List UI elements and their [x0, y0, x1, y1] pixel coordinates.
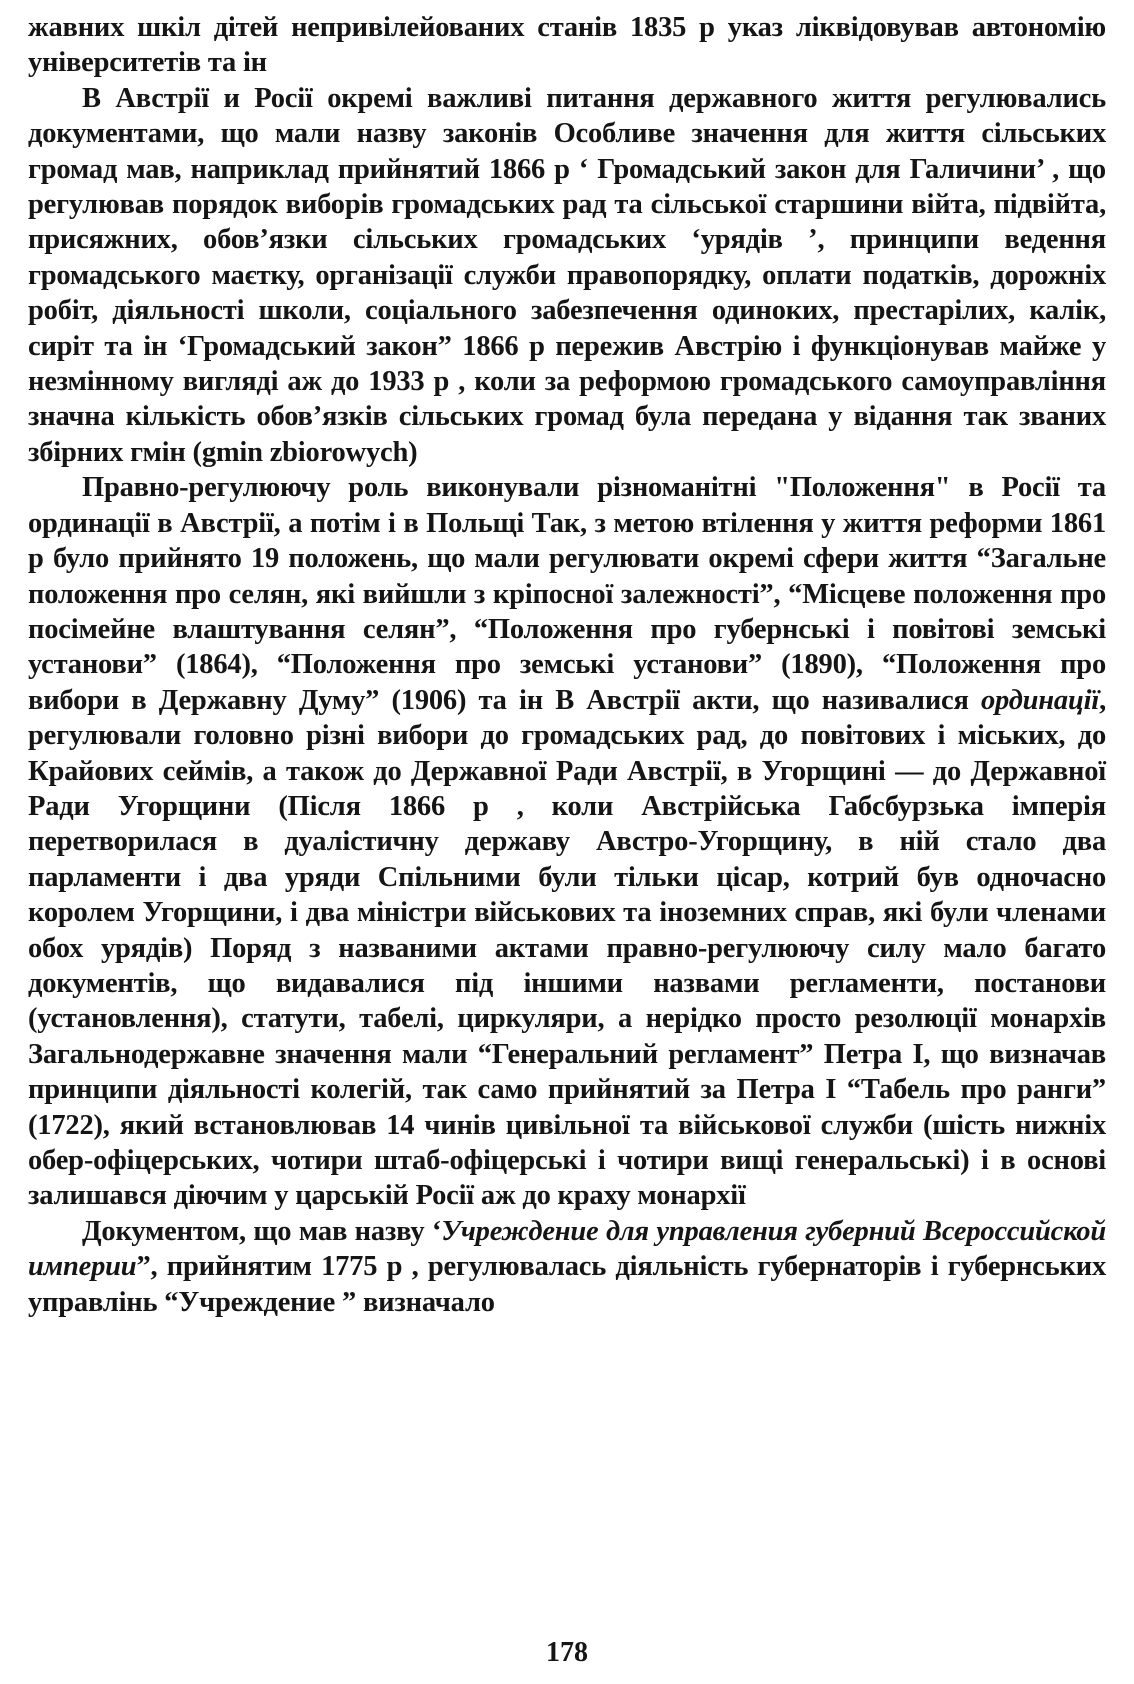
- text-run: ”, прийнятим 1775 р , регулювалась діяльність губернаторів і губернських управлінь “Учреждение ” визначало: [28, 1251, 1106, 1318]
- paragraph: [28, 81, 1106, 470]
- text-run: Правно-регулюючу роль виконували різноманітні "Положення" в Росії та ординації в Австрії, а потім і в Польщі Так, з метою втілення у життя реформи 1861 р було прийнято 19 положень, що мали регулювати окремі сфери життя “Загальне положення про селян, які вийшли з кріпосної залежності”, “Місцеве положення про посімейне влаштування селян”, “Положення про губернські і повітові земські установи” (1864), “Положення про земські установи” (1890), “Положення про вибори в Державну Думу” (1906) та ін В Австрії акти, що називалися: [28, 472, 1106, 716]
- text-run: жавних шкіл дітей непривілейованих станів 1835 р указ ліквідовував автономію університетів та ін: [28, 12, 1106, 79]
- text-run: , регулювали головно різні вибори до громадських рад, до повітових і міських, до Крайових сеймів, а також до Державної Ради Австрії, в Угорщині — до Державної Ради Угорщини (Після 1866 р , коли Австрійська Габсбурзька імперія перетворилася в дуалістичну державу Австро-Угорщину, в ній стало два парламенти і два уряди Спільними були тільки цісар, котрий був одночасно королем Угорщини, і два міністри військових та іноземних справ, які були членами обох урядів) Поряд з названими актами правно-регулюючу силу мало багато документів, що видавалися під іншими назвами регламенти, постанови (установлення), статути, табелі, циркуляри, а нерідко просто резолюції монархів Загальнодержавне значення мали “Генеральний регламент” Петра І, що визначав принципи діяльності колегій, так само прийнятий за Петра І “Табель про ранги” (1722), який встановлював 14 чинів цивільної та військової служби (шість нижніх обер-офіцерських, чотири штаб-офіцерські і чотири вищі генеральські) і в основі залишався діючим у царській Росії аж до краху монархії: [28, 684, 1106, 1212]
- italic-text-run: Учреждение для управления губерний Всероссийской империи: [28, 1215, 1106, 1283]
- italic-text-run: ординації: [980, 684, 1100, 716]
- text-run: В Австрії и Росії окремі важливі питання державного життя регулювались документами, що мали назву законів Особливе значення для життя сільських громад мав, наприклад прийнятий 1866 р ‘ Громадський закон для Галичини’ , що регулював порядок виборів громадських рад та сільської старшини війта, підвійта, присяжних, обов’язки сільських громадських ‘урядів ’, принципи ведення громадського маєтку, організації служби правопорядку, оплати податків, дорожніх робіт, діяльності школи, соціального забезпечення одиноких, престарілих, калік, сиріт та ін ‘Громадський закон” 1866 р пережив Австрію і функціонував майже у незмінному вигляді аж до 1933 р , коли за реформою громадського самоуправління значна кількість обов’язків сільських громад була передана у відання так званих збірних гмін (gmin zbiorowych): [28, 82, 1106, 468]
- paragraph: [28, 10, 1106, 81]
- paragraph: [28, 470, 1106, 1214]
- text-run: Документом, що мав назву ‘: [82, 1215, 442, 1247]
- page-number: 178: [546, 1637, 588, 1668]
- paragraph: [28, 1214, 1106, 1320]
- document-page: [28, 10, 1106, 1320]
